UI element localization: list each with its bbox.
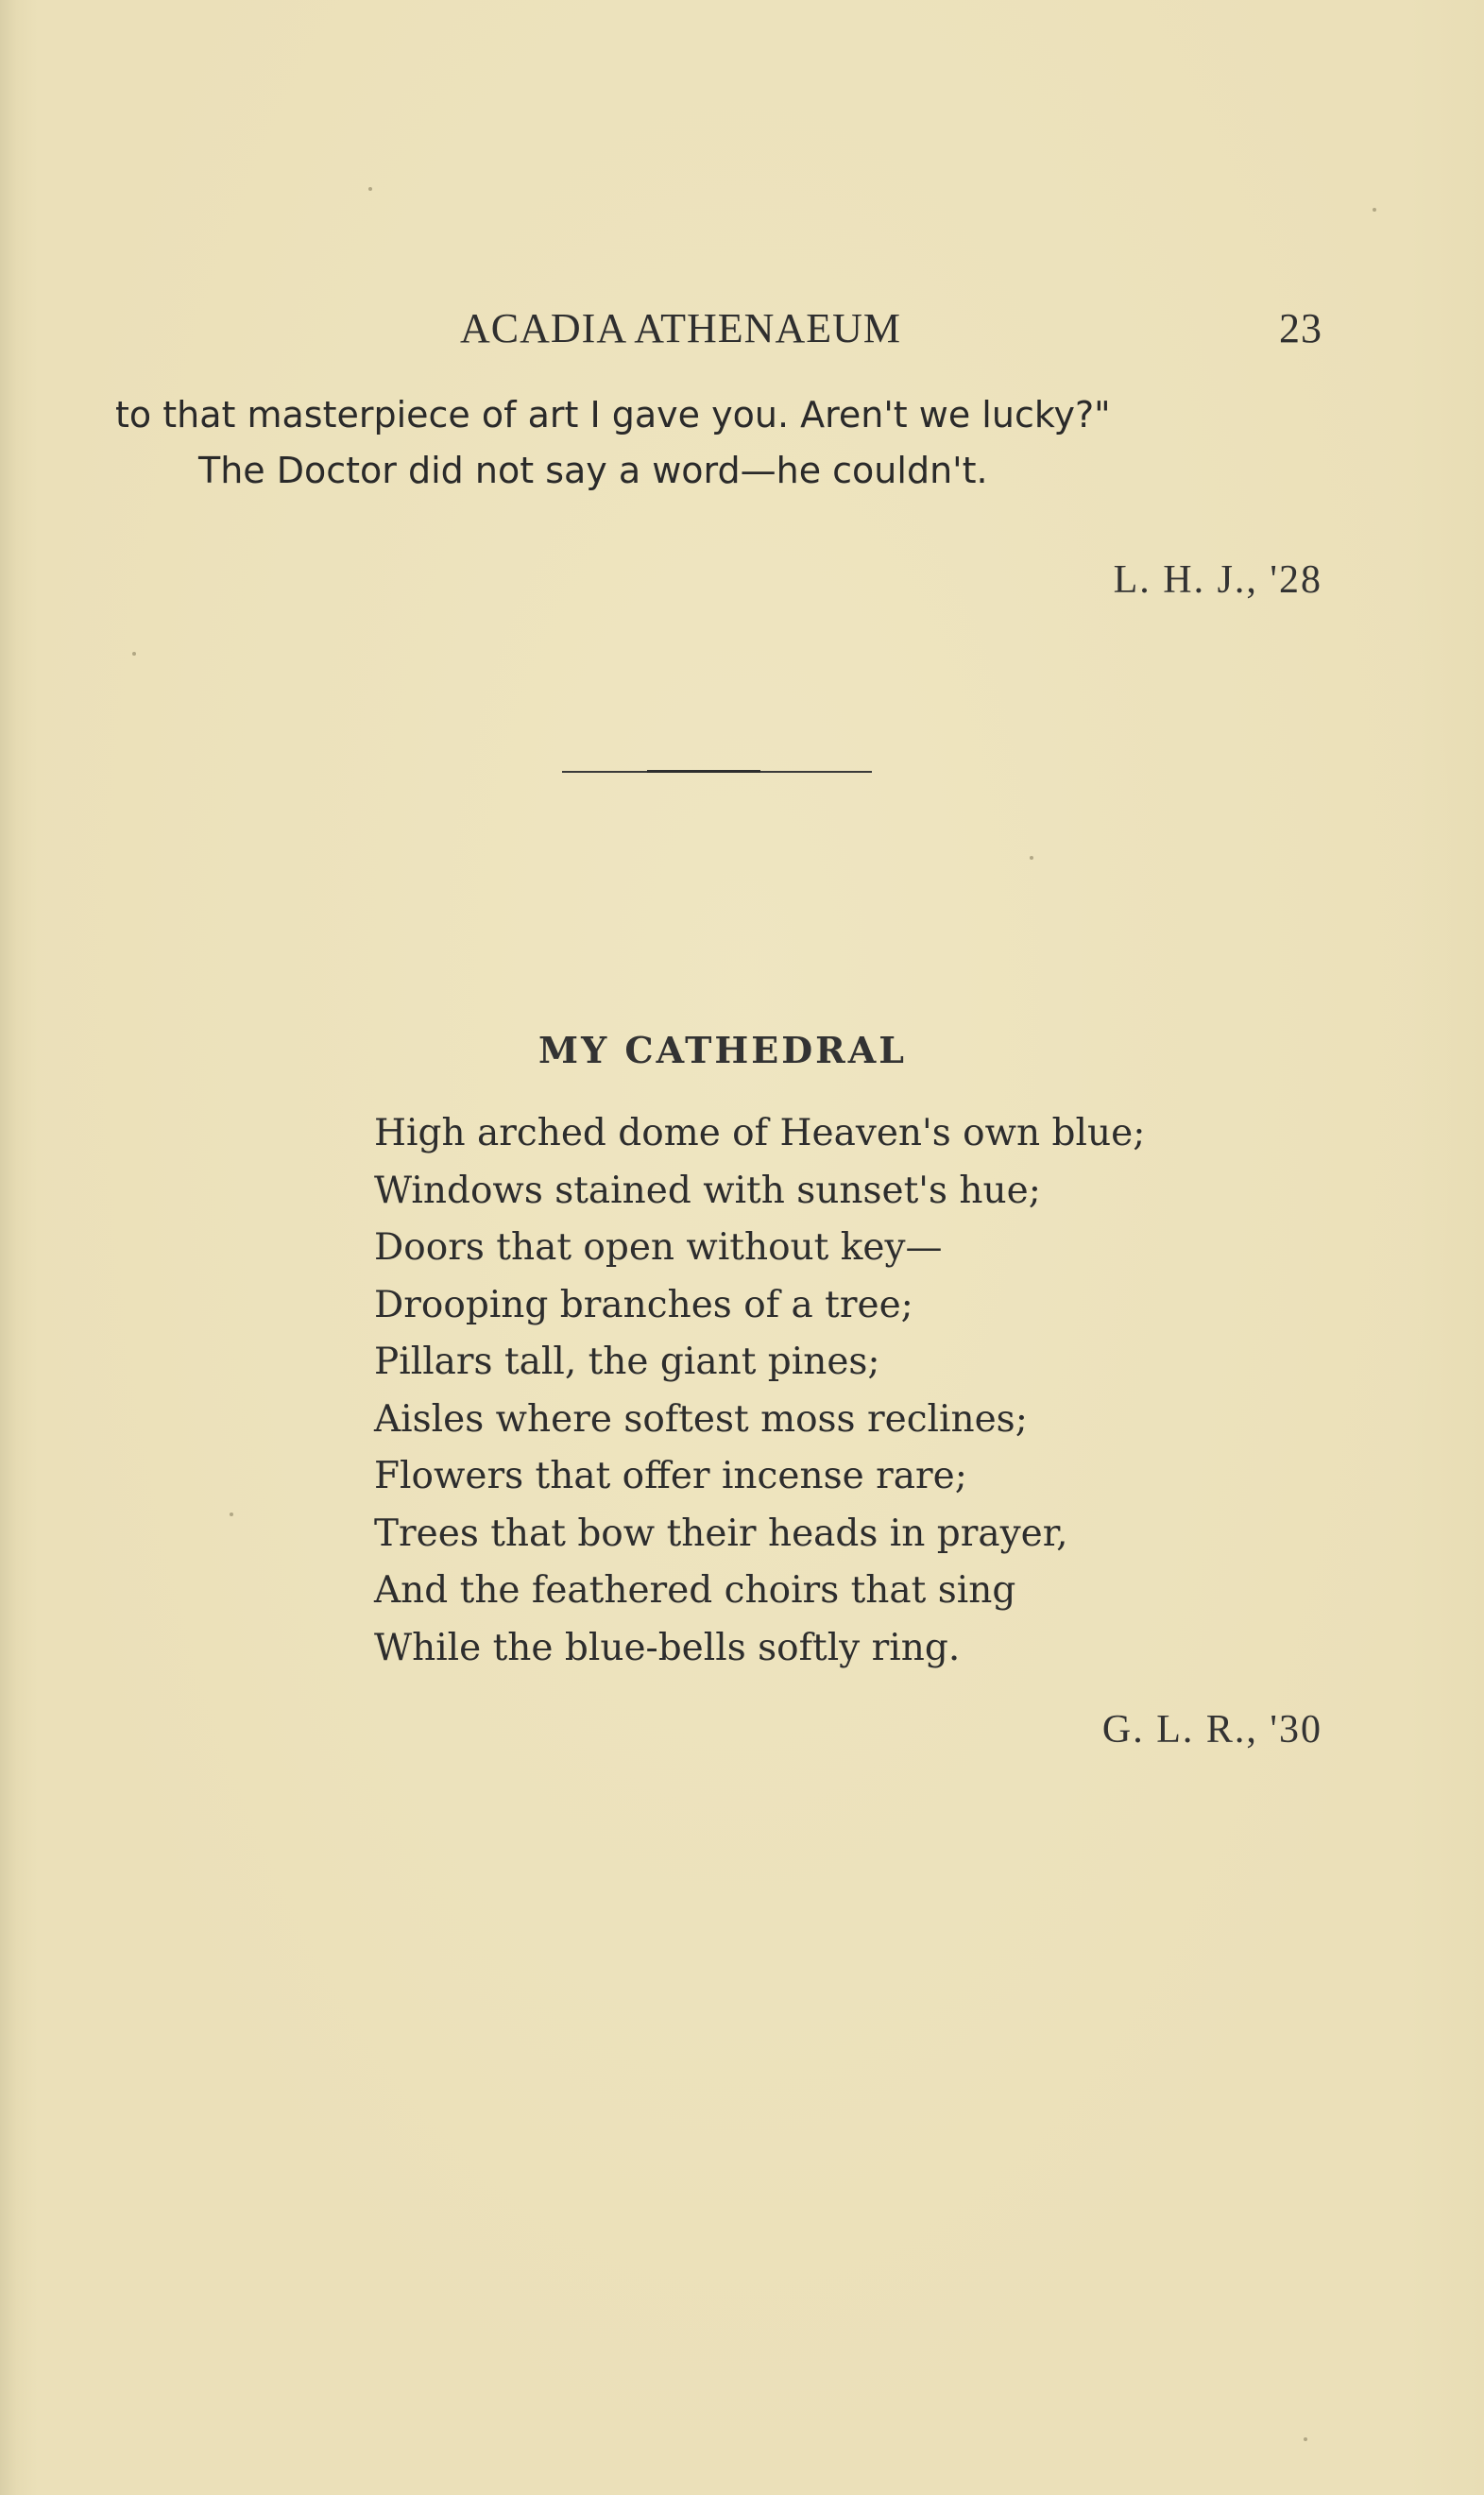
prose-line: The Doctor did not say a word—he couldn't. (198, 450, 988, 491)
section-divider (562, 771, 872, 773)
running-title: ACADIA ATHENAEUM (460, 305, 901, 351)
poem-line: High arched dome of Heaven's own blue; (374, 1112, 1146, 1154)
paper-speck (1030, 856, 1033, 860)
poem-line: Drooping branches of a tree; (374, 1283, 913, 1326)
prose-line: to that masterpiece of art I gave you. Aren't we lucky?" (115, 394, 1111, 436)
paper-speck (368, 187, 372, 191)
poem-line: Aisles where softest moss reclines; (374, 1397, 1028, 1441)
paper-speck (1373, 208, 1376, 212)
prose-continuation (115, 387, 1322, 499)
paper-speck (230, 1512, 233, 1516)
poem-signature: G. L. R., '30 (1101, 1708, 1322, 1752)
poem-line: Doors that open without key— (374, 1226, 943, 1269)
poem-line: And the feathered choirs that sing (374, 1569, 1016, 1612)
poem-title: MY CATHEDRAL (538, 1029, 907, 1071)
poem-line: Windows stained with sunset's hue; (374, 1169, 1041, 1212)
poem-line: Flowers that offer incense rare; (374, 1455, 967, 1497)
poem-line: While the blue-bells softly ring. (374, 1626, 961, 1669)
paper-speck (1304, 2437, 1307, 2441)
author-signature: L. H. J., '28 (1113, 558, 1322, 602)
page-header (0, 304, 1322, 361)
paper-speck (132, 652, 136, 656)
poem-line: Pillars tall, the giant pines; (374, 1341, 880, 1383)
poem-line: Trees that bow their heads in prayer, (374, 1512, 1068, 1555)
page-number: 23 (1279, 305, 1322, 351)
poem-body (374, 1105, 1145, 1677)
